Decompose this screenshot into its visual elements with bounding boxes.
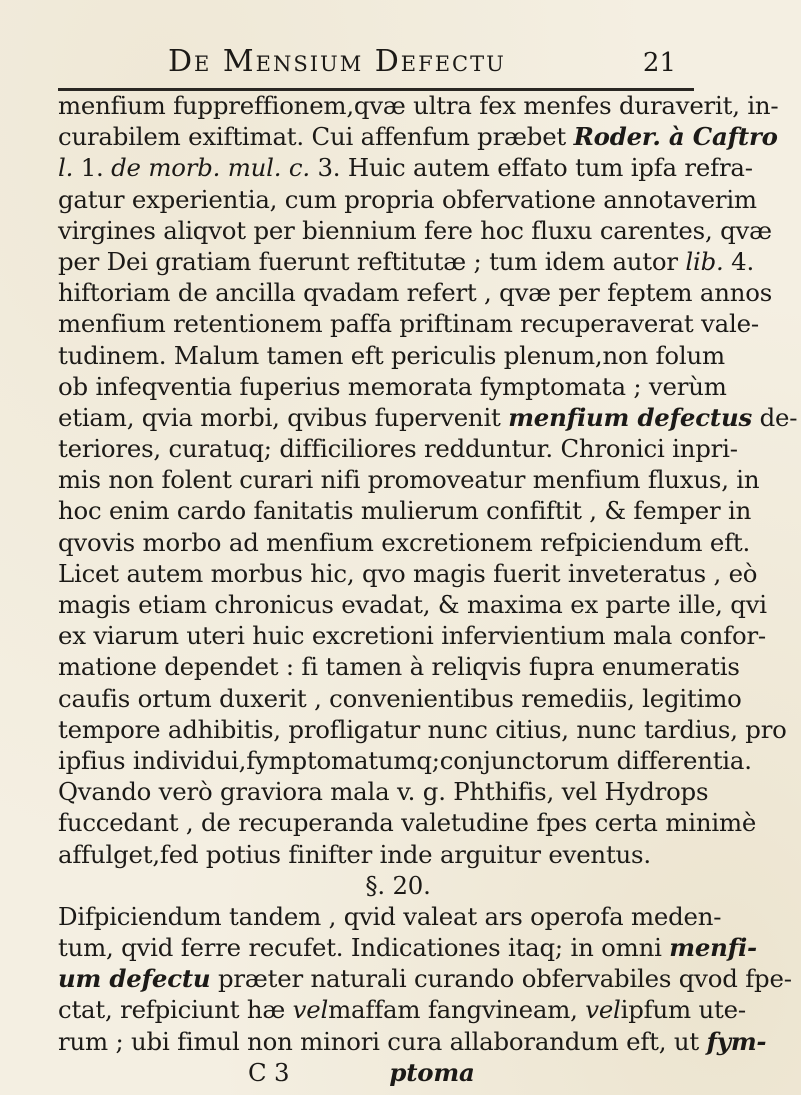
text-segment: Difpiciendum tandem , qvid valeat ars operofa meden-	[58, 901, 722, 931]
text-line	[58, 994, 746, 1025]
text-line	[58, 683, 742, 714]
text-segment: ctat, refpiciunt hæ	[58, 995, 293, 1025]
text-line	[58, 776, 738, 807]
text-line	[58, 308, 759, 339]
text-segment: um defectu	[58, 964, 211, 994]
text-line	[58, 121, 778, 152]
page-number: 21	[642, 48, 676, 78]
text-segment: 1.	[73, 153, 112, 183]
text-segment: de-	[752, 402, 798, 432]
text-segment: ex viarum uteri huic excretioni infervientium mala confor-	[58, 621, 766, 651]
text-line	[58, 152, 753, 183]
text-line	[58, 340, 738, 371]
text-line	[58, 464, 760, 495]
text-line	[58, 90, 779, 121]
text-segment: menfium defectus	[508, 402, 753, 432]
text-line	[58, 433, 738, 464]
text-segment: etiam, qvia morbi, qvibus fupervenit	[58, 402, 509, 432]
text-line	[58, 246, 755, 277]
text-segment: vel	[292, 995, 329, 1025]
text-line	[58, 963, 792, 994]
signature-mark: C 3	[248, 1057, 290, 1087]
text-segment: ob infeqventia fuperius memorata fymptomata ; verùm	[58, 371, 727, 401]
text-segment: Qvando verò graviora mala v. g. Phthifis, vel Hydrops	[58, 777, 709, 807]
text-line	[58, 901, 738, 932]
catchword: ptoma	[389, 1057, 475, 1087]
text-segment: matione dependet : fi tamen à reliqvis fupra enumeratis	[58, 652, 740, 682]
text-line	[58, 807, 757, 838]
text-segment: præter naturali curando obfervabiles qvod fpe-	[210, 964, 792, 994]
text-line	[58, 714, 787, 745]
text-segment: §. 20.	[365, 870, 431, 900]
text-segment: curabilem exiftimat. Cui affenfum præbet	[58, 122, 574, 152]
page-footer	[58, 1057, 738, 1088]
text-segment: tudinem. Malum tamen eft periculis plenum,non folum	[58, 340, 725, 370]
text-line	[58, 402, 798, 433]
running-title: De Mensium Defectu	[168, 44, 506, 79]
text-segment: virgines aliqvot per biennium fere hoc fluxu carentes, qvæ	[58, 215, 772, 245]
text-line	[58, 527, 751, 558]
text-line	[58, 589, 767, 620]
text-segment: vel	[585, 995, 621, 1025]
text-line	[58, 277, 773, 308]
text-line	[58, 620, 766, 651]
text-segment: tum, qvid ferre recufet. Indicationes itaq; in omni	[58, 933, 670, 963]
text-segment: qvovis morbo ad menfium excretionem refpiciendum eft.	[58, 527, 751, 557]
text-line	[58, 932, 757, 963]
text-line	[58, 215, 772, 246]
text-segment: hoc enim cardo fanitatis mulierum confiftit , & femper in	[58, 496, 752, 526]
text-segment: Licet autem morbus hic, qvo magis fuerit inveteratus , eò	[58, 558, 758, 588]
text-segment: Roder. à Caftro	[573, 122, 778, 152]
text-segment: fuccedant , de recuperanda valetudine fpes certa minimè	[58, 808, 757, 838]
text-segment: 3. Huic autem effato tum ipfa refra-	[309, 153, 753, 183]
text-segment: teriores, curatuq; difficiliores redduntur. Chronici inpri-	[58, 434, 738, 464]
text-segment: gatur experientia, cum propria obfervatione annotaverim	[58, 184, 757, 214]
text-line	[58, 371, 738, 402]
text-segment: affulget,fed potius finifter inde arguitur eventus.	[58, 839, 651, 869]
text-segment: maffam fangvineam,	[328, 995, 586, 1025]
text-segment: per Dei gratiam fuerunt reftitutæ ; tum idem autor	[58, 246, 686, 276]
text-segment: tempore adhibitis, profligatur nunc citius, nunc tardius, pro	[58, 714, 787, 744]
text-segment: caufis ortum duxerit , convenientibus remediis, legitimo	[58, 683, 742, 713]
text-segment: menfium fuppreffionem,qvæ ultra fex menfes duraverit, in-	[58, 91, 779, 120]
text-segment: menfi-	[669, 933, 757, 963]
text-line	[58, 839, 738, 870]
text-segment: mis non folent curari nifi promoveatur menfium fluxus, in	[58, 465, 760, 495]
text-line	[58, 558, 758, 589]
text-segment: fym-	[706, 1026, 767, 1056]
text-line	[58, 651, 738, 682]
text-line	[58, 495, 752, 526]
text-segment: 4.	[723, 246, 755, 276]
text-segment: magis etiam chronicus evadat, & maxima ex parte ille, qvi	[58, 590, 767, 619]
text-segment: ipfius individui,fymptomatumq;conjunctorum differentia.	[58, 745, 752, 775]
page-header	[168, 44, 676, 88]
text-segment: rum ; ubi fimul non minori cura allaborandum eft, ut	[58, 1026, 707, 1056]
body-text	[58, 90, 798, 1088]
text-line	[58, 1026, 767, 1057]
text-line	[58, 184, 757, 215]
text-segment: menfium retentionem paffa priftinam recuperaverat vale-	[58, 309, 759, 339]
text-segment: ipfum ute-	[620, 995, 746, 1025]
text-segment: hiftoriam de ancilla qvadam refert , qvæ per feptem annos	[58, 278, 773, 308]
text-segment: de morb. mul. c.	[111, 153, 310, 183]
text-line	[58, 745, 752, 776]
text-segment: lib.	[685, 246, 724, 276]
text-segment: l.	[58, 153, 74, 183]
text-line	[58, 870, 738, 901]
